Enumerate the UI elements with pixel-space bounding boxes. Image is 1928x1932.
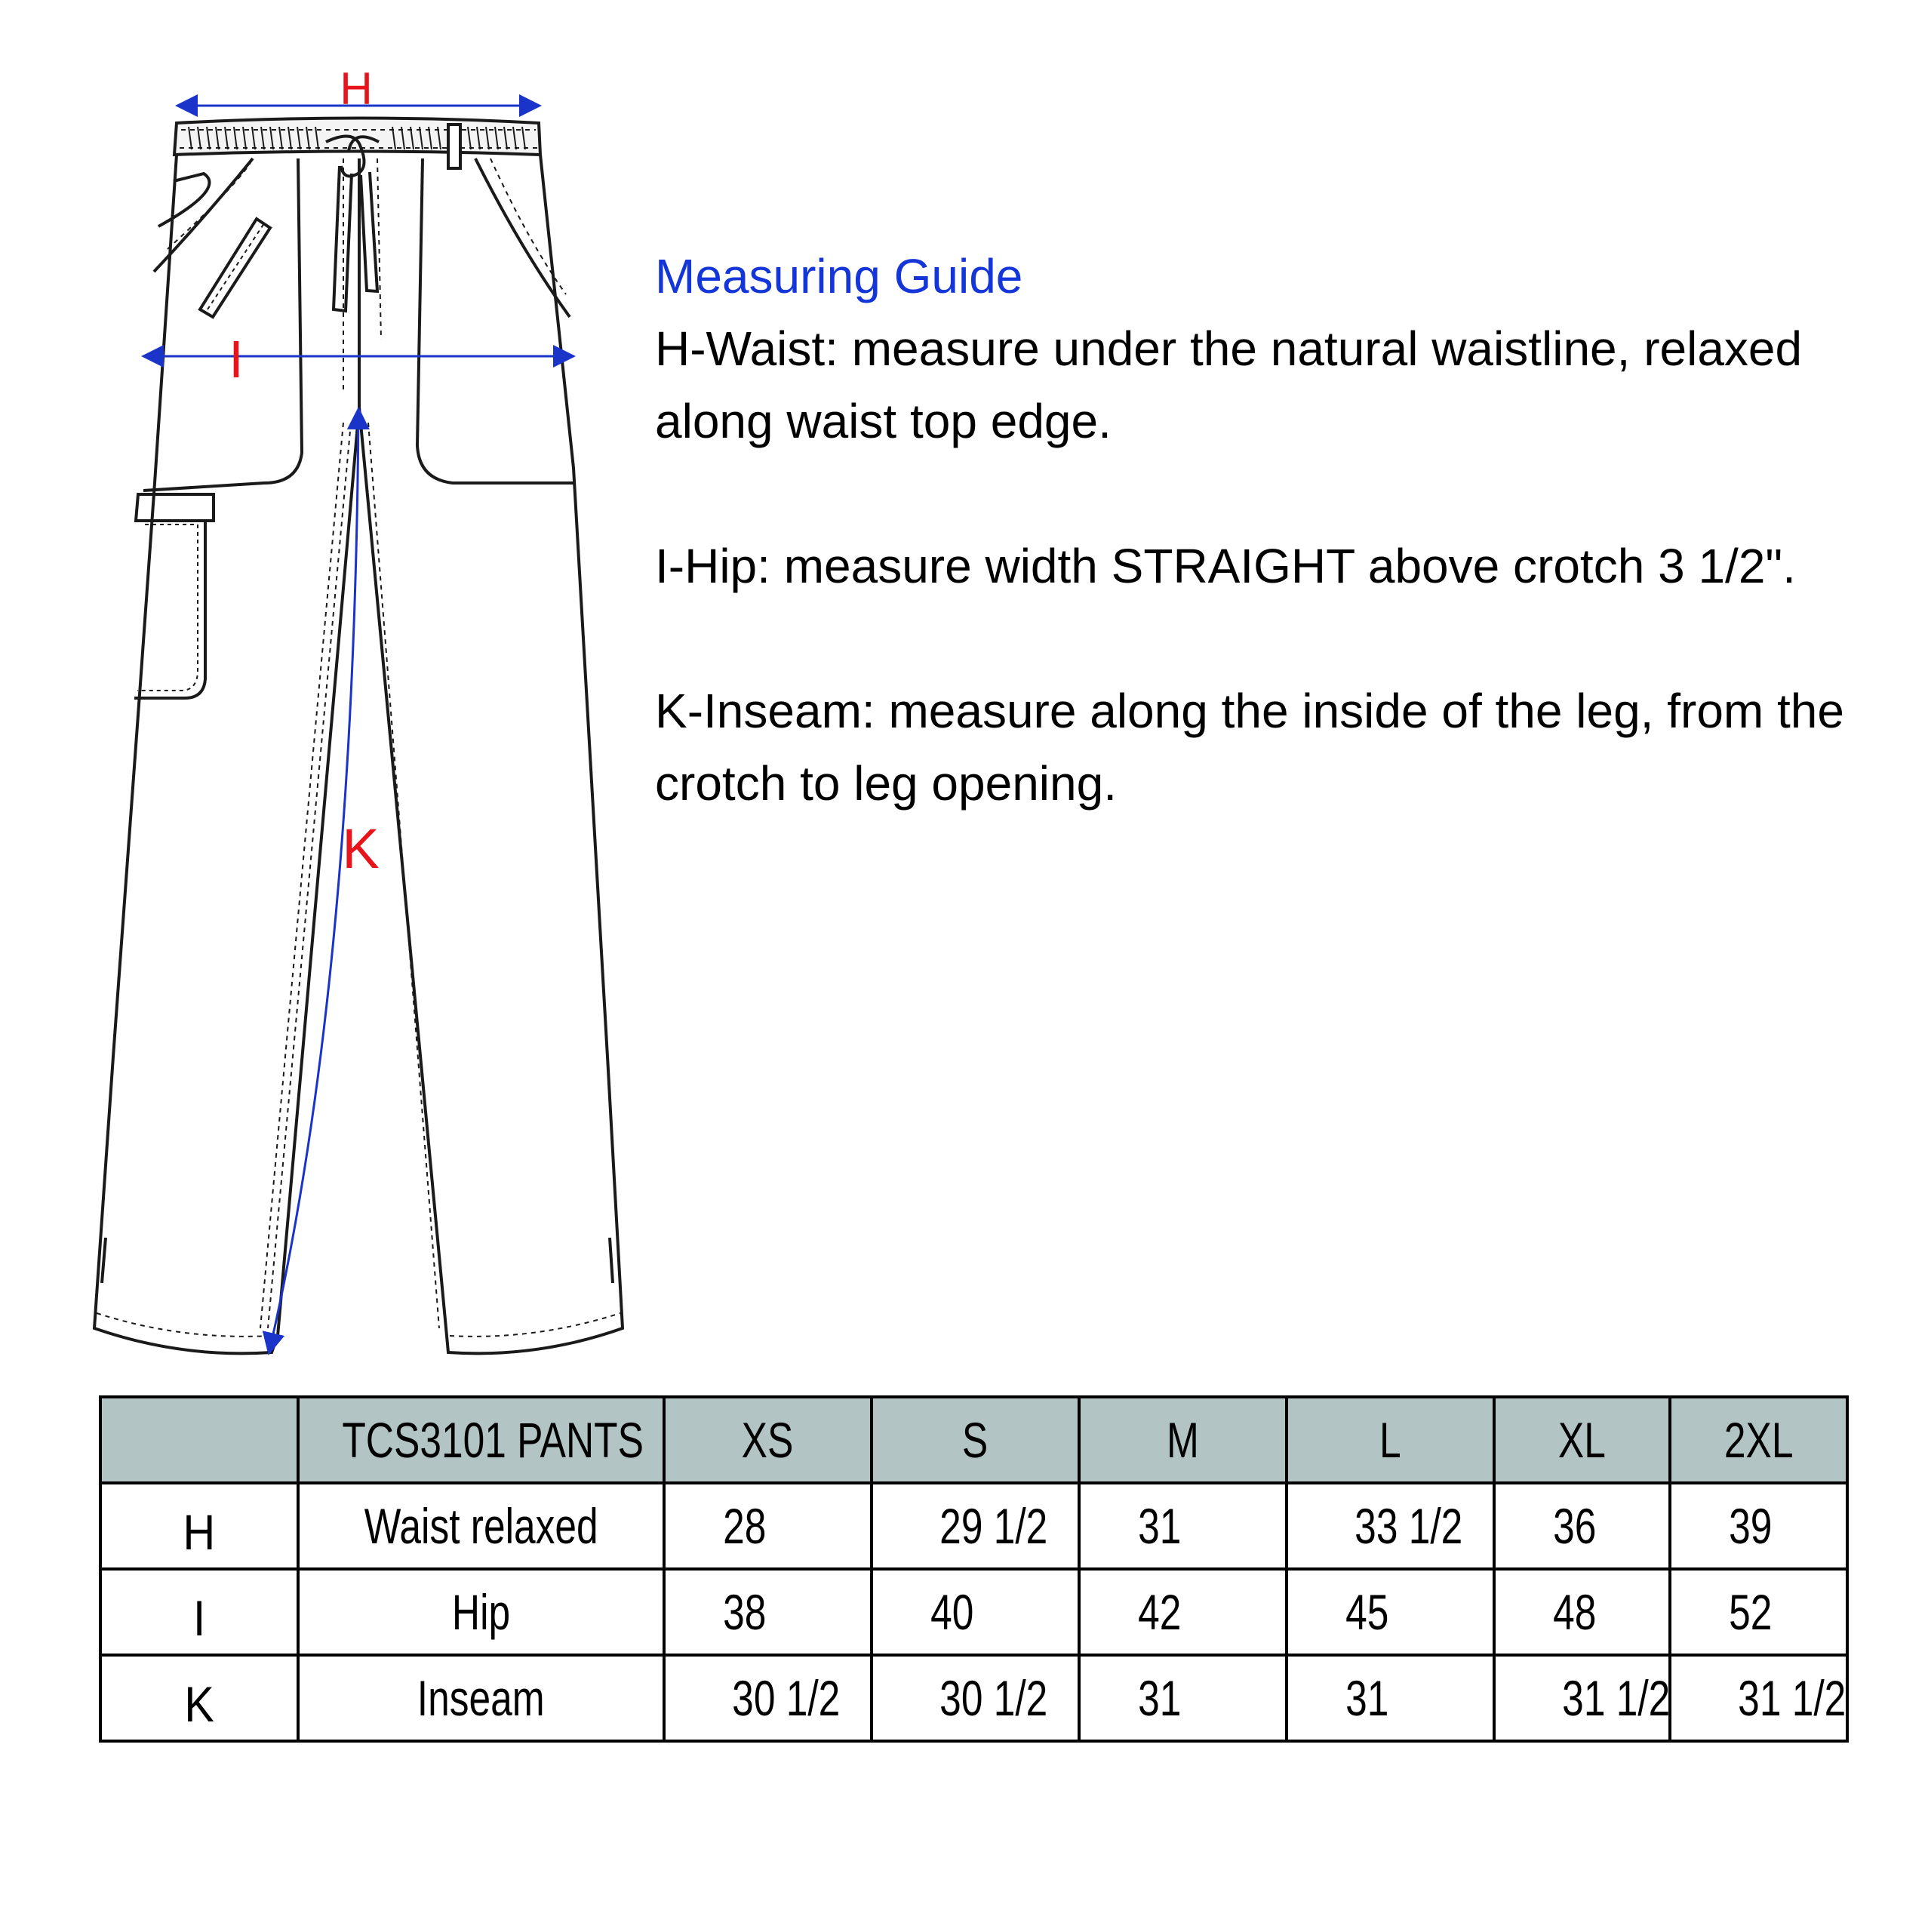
label-i: I [229, 330, 244, 389]
header-size: XL [1494, 1397, 1670, 1483]
cell-value: 29 1/2 [872, 1483, 1079, 1569]
row-code: I [100, 1569, 298, 1655]
guide-title: Measuring Guide [655, 249, 1023, 303]
pants-diagram [0, 0, 679, 1381]
row-code: H [100, 1483, 298, 1569]
cell-value: 31 [1079, 1655, 1287, 1741]
size-chart-table [99, 1395, 1849, 1743]
header-product: TCS3101 PANTS [298, 1397, 664, 1483]
row-code: K [100, 1655, 298, 1741]
measuring-guide [655, 240, 1908, 892]
header-blank [100, 1397, 298, 1483]
drawstring [326, 136, 379, 311]
cell-value: 42 [1079, 1569, 1287, 1655]
guide-inseam: K-Inseam: measure along the inside of the leg, from the crotch to leg opening. [655, 684, 1844, 811]
header-size: L [1287, 1397, 1494, 1483]
header-size: XS [664, 1397, 872, 1483]
cell-value: 30 1/2 [872, 1655, 1079, 1741]
cell-value: 30 1/2 [664, 1655, 872, 1741]
cell-value: 31 [1287, 1655, 1494, 1741]
cell-value: 31 1/2 [1494, 1655, 1670, 1741]
cell-value: 52 [1670, 1569, 1847, 1655]
cell-value: 28 [664, 1483, 872, 1569]
guide-hip: I-Hip: measure width STRAIGHT above crotch 3 1/2". [655, 539, 1796, 593]
cell-value: 45 [1287, 1569, 1494, 1655]
cell-value: 33 1/2 [1287, 1483, 1494, 1569]
cell-value: 38 [664, 1569, 872, 1655]
label-k: K [342, 817, 380, 880]
cell-value: 31 [1079, 1483, 1287, 1569]
table-header-row [100, 1397, 1847, 1483]
header-size: M [1079, 1397, 1287, 1483]
cell-value: 36 [1494, 1483, 1670, 1569]
row-measure: Waist relaxed [298, 1483, 664, 1569]
guide-waist: H-Waist: measure under the natural waistline, relaxed along waist top edge. [655, 321, 1803, 448]
table-row [100, 1569, 1847, 1655]
header-size: S [872, 1397, 1079, 1483]
row-measure: Hip [298, 1569, 664, 1655]
cell-value: 40 [872, 1569, 1079, 1655]
table-row [100, 1655, 1847, 1741]
header-size: 2XL [1670, 1397, 1847, 1483]
cell-value: 48 [1494, 1569, 1670, 1655]
cell-value: 39 [1670, 1483, 1847, 1569]
row-measure: Inseam [298, 1655, 664, 1741]
cell-value: 31 1/2 [1670, 1655, 1847, 1741]
table-row [100, 1483, 1847, 1569]
label-h: H [340, 63, 373, 114]
pants-outline [94, 155, 623, 1353]
